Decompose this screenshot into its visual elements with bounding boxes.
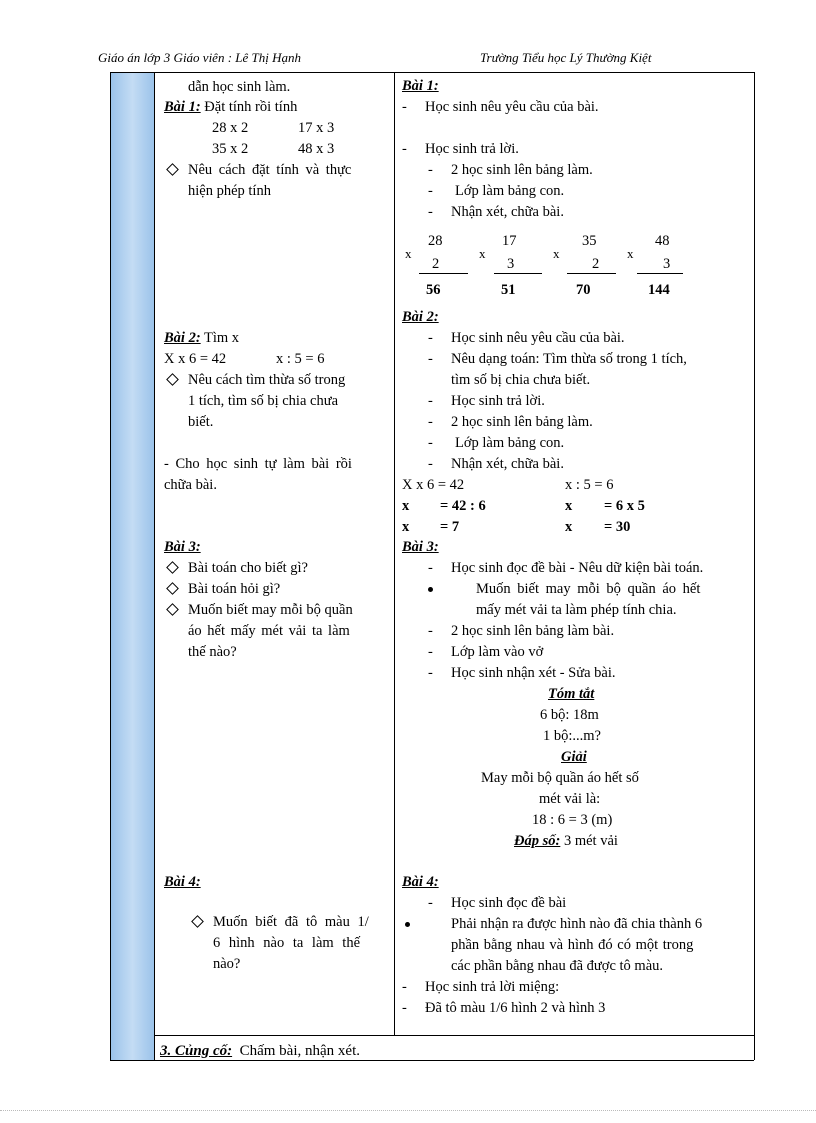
expr: x : 5 = 6 [276, 351, 325, 367]
item: Học sinh trả lời miệng: [425, 979, 560, 995]
dash: - [428, 351, 433, 367]
question: Nêu cách tìm thừa số trong [188, 372, 346, 388]
header-left: Giáo án lớp 3 Giáo viên : Lê Thị Hạnh [98, 50, 302, 65]
item: Phải nhận ra được hình nào đã chia thành 6 [451, 916, 703, 932]
mult-result: 70 [576, 282, 591, 298]
r-bai3-title: Bài 3: [402, 539, 439, 555]
dash: - [428, 204, 433, 220]
question: Bài toán cho biết gì? [188, 560, 308, 576]
mult-rule [419, 273, 468, 274]
dash: - [428, 665, 433, 681]
dash: - [428, 414, 433, 430]
question: Muốn biết đã tô màu 1/ [213, 914, 369, 930]
table-left-border [110, 72, 111, 1060]
mult-rule [567, 273, 616, 274]
summary-line: 6 bộ: 18m [540, 707, 599, 723]
question: áo hết mấy mét vải ta làm [188, 623, 350, 639]
item: Học sinh nêu yêu cầu của bài. [425, 99, 599, 115]
expr: X x 6 = 42 [164, 351, 227, 367]
item: 2 học sinh lên bảng làm bài. [451, 623, 615, 639]
mult-a: 28 [428, 233, 443, 249]
item: Học sinh nêu yêu cầu của bài. [451, 330, 625, 346]
item: 2 học sinh lên bảng làm. [451, 414, 593, 430]
dash: - [428, 623, 433, 639]
dot-bullet-icon [405, 922, 410, 927]
item: Học sinh đọc đề bài - Nêu dữ kiện bài toán. [451, 560, 704, 576]
item: Lớp làm bảng con. [455, 435, 565, 451]
left-line: dẫn học sinh làm. [188, 79, 291, 95]
item: Muốn biết may mỗi bộ quần áo hết [476, 581, 701, 597]
mult-a: 17 [502, 233, 517, 249]
item: 2 học sinh lên bảng làm. [451, 162, 593, 178]
expr: 28 x 2 [212, 120, 249, 136]
eq: X x 6 = 42 [402, 477, 465, 493]
margin-band [111, 73, 154, 1060]
table-footer-border [154, 1035, 754, 1036]
tomtat-title: Tóm tắt [548, 686, 595, 702]
mult-rule [494, 273, 542, 274]
note: - Cho học sinh tự làm bài rồi [164, 456, 352, 472]
mult-a: 35 [582, 233, 597, 249]
item: mấy mét vải ta làm phép tính chia. [476, 602, 677, 618]
r-bai2-title: Bài 2: [402, 309, 439, 325]
item: Đã tô màu 1/6 hình 2 và hình 3 [425, 1000, 606, 1016]
dash: - [402, 1000, 407, 1016]
dash: - [428, 393, 433, 409]
header-right: Trường Tiểu học Lý Thường Kiệt [480, 50, 652, 65]
eq: x [402, 519, 410, 535]
eq: x [565, 519, 573, 535]
item: Nêu dạng toán: Tìm thừa số trong 1 tích, [451, 351, 687, 367]
solution-line: May mỗi bộ quần áo hết số [481, 770, 639, 786]
bai1-title: Bài 1: [164, 99, 201, 115]
question: biết. [188, 414, 214, 430]
diamond-bullet-icon [166, 373, 179, 386]
item: Nhận xét, chữa bài. [451, 204, 564, 220]
bai2-title: Bài 2: [164, 330, 201, 346]
bai1-heading [164, 98, 297, 116]
mult-b: 3 [663, 256, 671, 272]
question: Nêu cách đặt tính và thực [188, 162, 352, 178]
table-right-border [754, 72, 755, 1060]
band-divider [154, 72, 155, 1060]
footer-text: Chấm bài, nhận xét. [239, 1043, 360, 1059]
dash: - [402, 99, 407, 115]
answer-line [514, 832, 618, 850]
mult-result: 51 [501, 282, 516, 298]
dot-bullet-icon [428, 587, 433, 592]
dapso-label: Đáp số: [514, 833, 561, 849]
question: hiện phép tính [188, 183, 271, 199]
eq: = 7 [440, 519, 460, 535]
bai1-task: Đặt tính rồi tính [200, 99, 298, 115]
bai4-title: Bài 4: [164, 874, 201, 890]
mult-sign: x [627, 246, 634, 261]
item: Học sinh trả lời. [425, 141, 519, 157]
item: phần bằng nhau và hình đó có một trong [451, 937, 694, 953]
table-bottom-border [110, 1060, 754, 1061]
dash: - [428, 895, 433, 911]
eq: x [565, 498, 573, 514]
item: Nhận xét, chữa bài. [451, 456, 564, 472]
column-divider [394, 72, 395, 1035]
eq: x : 5 = 6 [565, 477, 614, 493]
footer-row [160, 1042, 360, 1060]
dash: - [402, 979, 407, 995]
mult-b: 2 [592, 256, 600, 272]
eq: = 30 [604, 519, 631, 535]
eq: = 42 : 6 [440, 498, 486, 514]
diamond-bullet-icon [166, 163, 179, 176]
dash: - [428, 560, 433, 576]
mult-sign: x [405, 246, 412, 261]
item: tìm số bị chia chưa biết. [451, 372, 591, 388]
item: Lớp làm vào vở [451, 644, 544, 660]
mult-a: 48 [655, 233, 670, 249]
question: 6 hình nào ta làm thế [213, 935, 361, 951]
dash: - [428, 435, 433, 451]
diamond-bullet-icon [191, 915, 204, 928]
mult-b: 2 [432, 256, 440, 272]
footer-title: 3. Củng cố: [160, 1043, 233, 1059]
mult-b: 3 [507, 256, 515, 272]
note: chữa bài. [164, 477, 217, 493]
bai2-task: Tìm x [200, 330, 240, 346]
expr: 48 x 3 [298, 141, 335, 157]
diamond-bullet-icon [166, 582, 179, 595]
mult-sign: x [479, 246, 486, 261]
mult-result: 56 [426, 282, 441, 298]
mult-sign: x [553, 246, 560, 261]
dash: - [428, 330, 433, 346]
dash: - [428, 183, 433, 199]
question: thế nào? [188, 644, 237, 660]
diamond-bullet-icon [166, 603, 179, 616]
eq: x [402, 498, 410, 514]
item: các phần bằng nhau đã được tô màu. [451, 958, 664, 974]
page-edge [0, 1110, 816, 1111]
question: Bài toán hỏi gì? [188, 581, 281, 597]
question: Muốn biết may mỗi bộ quần [188, 602, 353, 618]
r-bai1-title: Bài 1: [402, 78, 439, 94]
expr: 17 x 3 [298, 120, 335, 136]
table-top-border [110, 72, 754, 73]
diamond-bullet-icon [166, 561, 179, 574]
dash: - [428, 456, 433, 472]
item: Lớp làm bảng con. [455, 183, 565, 199]
dash: - [402, 141, 407, 157]
mult-rule [637, 273, 683, 274]
r-bai4-title: Bài 4: [402, 874, 439, 890]
question: nào? [213, 956, 241, 972]
item: Học sinh trả lời. [451, 393, 545, 409]
solution-line: mét vải là: [539, 791, 601, 807]
dash: - [428, 162, 433, 178]
solution-line: 18 : 6 = 3 (m) [532, 812, 613, 828]
giai-title: Giải [561, 749, 587, 765]
item: Học sinh nhận xét - Sửa bài. [451, 665, 616, 681]
eq: = 6 x 5 [604, 498, 645, 514]
item: Học sinh đọc đề bài [451, 895, 567, 911]
mult-result: 144 [648, 282, 670, 298]
question: 1 tích, tìm số bị chia chưa [188, 393, 339, 409]
summary-line: 1 bộ:...m? [543, 728, 601, 744]
bai3-title: Bài 3: [164, 539, 201, 555]
dapso-value: 3 mét vải [560, 833, 618, 849]
bai2-heading [164, 329, 239, 347]
expr: 35 x 2 [212, 141, 249, 157]
dash: - [428, 644, 433, 660]
